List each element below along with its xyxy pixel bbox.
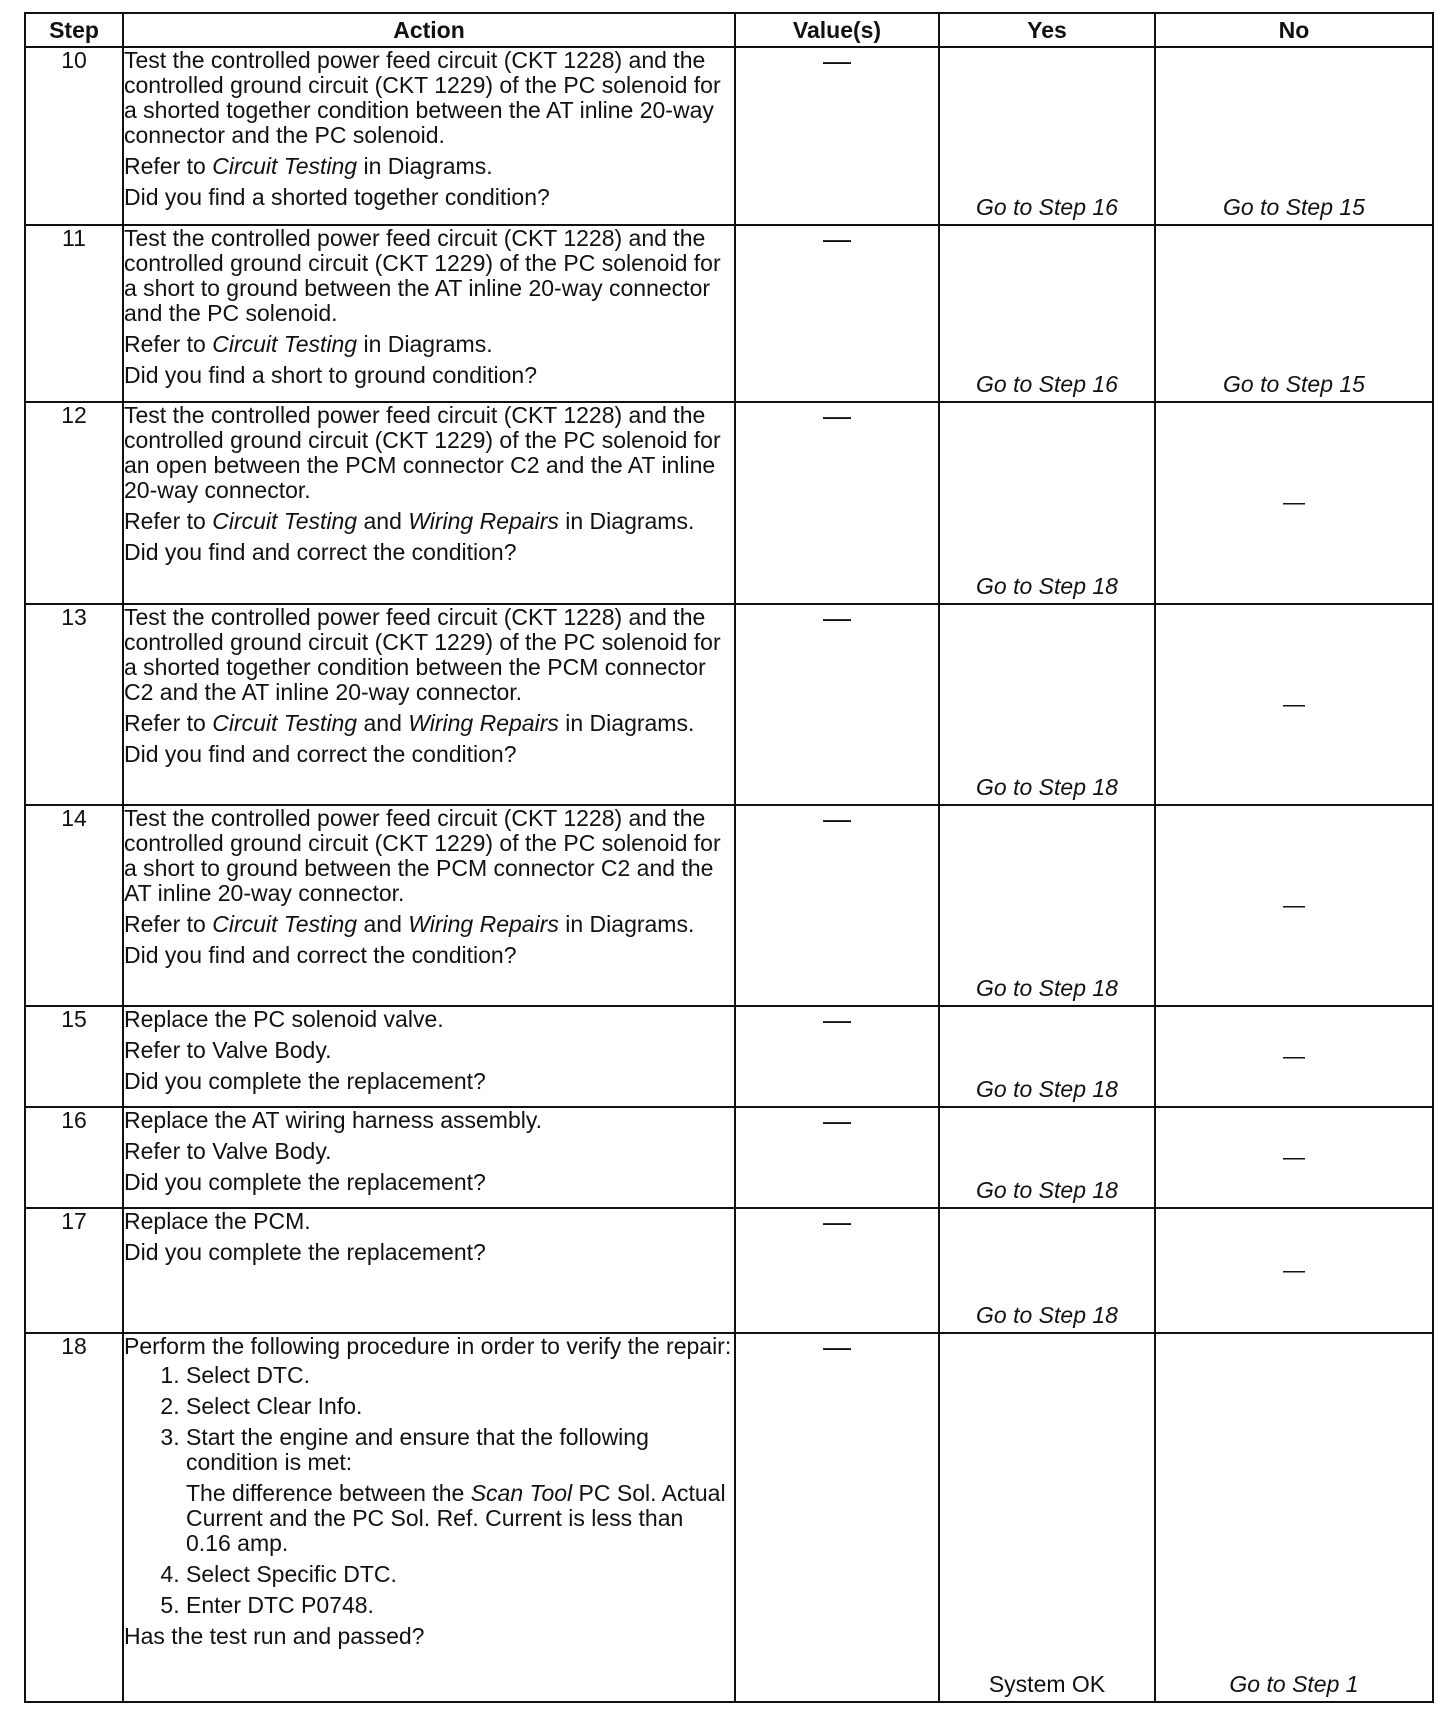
action-question: Did you find a shorted together condition? [124,184,550,210]
action-text: Test the controlled power feed circuit (CKT 1228) and the controlled ground circuit (CKT 1229) of the PC solenoid for a short to ground between the PCM connector C2 and the AT inline 20-way connector. [124,805,721,906]
no-cell [1155,225,1433,402]
action-question: Did you complete the replacement? [124,1169,486,1195]
table-row-step-17 [25,1208,1433,1333]
action-text: Test the controlled power feed circuit (CKT 1228) and the controlled ground circuit (CKT 1229) of the PC solenoid for a shorted together condition between the PCM connector C2 and the AT inline 20-way connector. [124,604,721,705]
action-reference: Refer to Valve Body. [124,1037,332,1063]
value-cell: — [735,805,939,1006]
table-row-step-18 [25,1333,1433,1702]
list-item: 2. Select Clear Info. [186,1394,734,1419]
action-text: Test the controlled power feed circuit (CKT 1228) and the controlled ground circuit (CKT 1229) of the PC solenoid for a short to ground between the AT inline 20-way connector and the PC solenoid. [124,225,721,326]
table-row-step-11 [25,225,1433,402]
action-question: Has the test run and passed? [124,1623,425,1649]
yes-link[interactable]: Go to Step 16 [976,194,1118,220]
value-cell: — [735,1333,939,1702]
action-cell [123,1333,735,1702]
yes-cell [939,1208,1155,1333]
yes-cell [939,805,1155,1006]
action-reference: Refer to Circuit Testing and Wiring Repairs in Diagrams. [124,710,695,736]
yes-cell [939,1006,1155,1107]
table-row-step-12 [25,402,1433,604]
value-cell: — [735,47,939,225]
step-number: 13 [25,604,123,805]
no-value: — [1283,1043,1305,1068]
value-cell: — [735,225,939,402]
yes-link[interactable]: Go to Step 18 [976,1177,1118,1203]
yes-cell [939,225,1155,402]
action-reference: Refer to Circuit Testing and Wiring Repairs in Diagrams. [124,911,695,937]
value-cell: — [735,1006,939,1107]
action-question: Did you complete the replacement? [124,1239,486,1265]
table-row-step-13 [25,604,1433,805]
diagnostic-table [24,12,1434,1703]
action-cell [123,805,735,1006]
action-cell [123,1006,735,1107]
no-link[interactable]: Go to Step 1 [1229,1671,1359,1697]
action-intro: Perform the following procedure in order to verify the repair: [124,1333,732,1359]
yes-link[interactable]: Go to Step 18 [976,573,1118,599]
value-cell: — [735,1107,939,1208]
value-cell: — [735,402,939,604]
no-cell [1155,1107,1433,1208]
header-step: Step [25,13,123,47]
step-number: 10 [25,47,123,225]
header-no: No [1155,13,1433,47]
list-item: 1. Select DTC. [186,1363,734,1388]
no-cell [1155,805,1433,1006]
header-action: Action [123,13,735,47]
step-number: 16 [25,1107,123,1208]
procedure-list [124,1363,734,1618]
yes-cell [939,604,1155,805]
action-reference: Refer to Circuit Testing in Diagrams. [124,153,493,179]
action-cell [123,47,735,225]
condition-text: The difference between the Scan Tool PC Sol. Actual Current and the PC Sol. Ref. Current is less than 0.16 amp. [186,1480,726,1556]
table-row-step-10 [25,47,1433,225]
action-cell [123,604,735,805]
action-text: Replace the AT wiring harness assembly. [124,1107,543,1133]
step-number: 14 [25,805,123,1006]
yes-result[interactable]: System OK [988,1671,1106,1697]
yes-link[interactable]: Go to Step 16 [976,371,1118,397]
action-question: Did you find and correct the condition? [124,539,517,565]
header-row [25,13,1433,47]
yes-cell [939,47,1155,225]
header-yes: Yes [939,13,1155,47]
list-item: 5. Enter DTC P0748. [186,1593,734,1618]
yes-link[interactable]: Go to Step 18 [976,975,1118,1001]
yes-link[interactable]: Go to Step 18 [976,1076,1118,1102]
no-value: — [1283,1144,1305,1169]
step-number: 11 [25,225,123,402]
action-cell [123,402,735,604]
table-row-step-14 [25,805,1433,1006]
action-cell [123,1107,735,1208]
action-text: Test the controlled power feed circuit (CKT 1228) and the controlled ground circuit (CKT 1229) of the PC solenoid for an open between the PCM connector C2 and the AT inline 20-way connector. [124,402,721,503]
header-values: Value(s) [735,13,939,47]
table-row-step-15 [25,1006,1433,1107]
no-value: — [1283,892,1305,917]
step-number: 12 [25,402,123,604]
action-question: Did you find and correct the condition? [124,942,517,968]
step-number: 17 [25,1208,123,1333]
yes-link[interactable]: Go to Step 18 [976,774,1118,800]
action-reference: Refer to Circuit Testing and Wiring Repairs in Diagrams. [124,508,695,534]
step-number: 15 [25,1006,123,1107]
action-reference: Refer to Circuit Testing in Diagrams. [124,331,493,357]
no-cell [1155,1208,1433,1333]
action-reference: Refer to Valve Body. [124,1138,332,1164]
value-cell: — [735,1208,939,1333]
table-row-step-16 [25,1107,1433,1208]
no-cell [1155,1333,1433,1702]
step-number: 18 [25,1333,123,1702]
action-question: Did you complete the replacement? [124,1068,486,1094]
no-cell [1155,47,1433,225]
no-value: — [1283,1257,1305,1282]
action-text: Replace the PCM. [124,1208,311,1234]
action-cell [123,1208,735,1333]
value-cell: — [735,604,939,805]
no-cell [1155,1006,1433,1107]
yes-cell [939,1107,1155,1208]
no-link[interactable]: Go to Step 15 [1223,371,1365,397]
no-cell [1155,604,1433,805]
list-item: 4. Select Specific DTC. [186,1562,734,1587]
no-value: — [1283,489,1305,515]
yes-cell [939,402,1155,604]
no-link[interactable]: Go to Step 15 [1223,194,1365,220]
action-question: Did you find a short to ground condition? [124,362,537,388]
action-question: Did you find and correct the condition? [124,741,517,767]
yes-link[interactable]: Go to Step 18 [976,1302,1118,1328]
action-text: Test the controlled power feed circuit (CKT 1228) and the controlled ground circuit (CKT 1229) of the PC solenoid for a shorted together condition between the AT inline 20-way connector and the PC solenoid. [124,47,721,148]
list-item: 3. Start the engine and ensure that the following condition is met: The difference between the Scan Tool PC Sol. Actual Current and the PC Sol. Ref. Current is less than 0.16 amp. [186,1425,734,1556]
yes-cell [939,1333,1155,1702]
action-text: Replace the PC solenoid valve. [124,1006,444,1032]
no-value: — [1283,691,1305,716]
no-cell [1155,402,1433,604]
action-cell [123,225,735,402]
